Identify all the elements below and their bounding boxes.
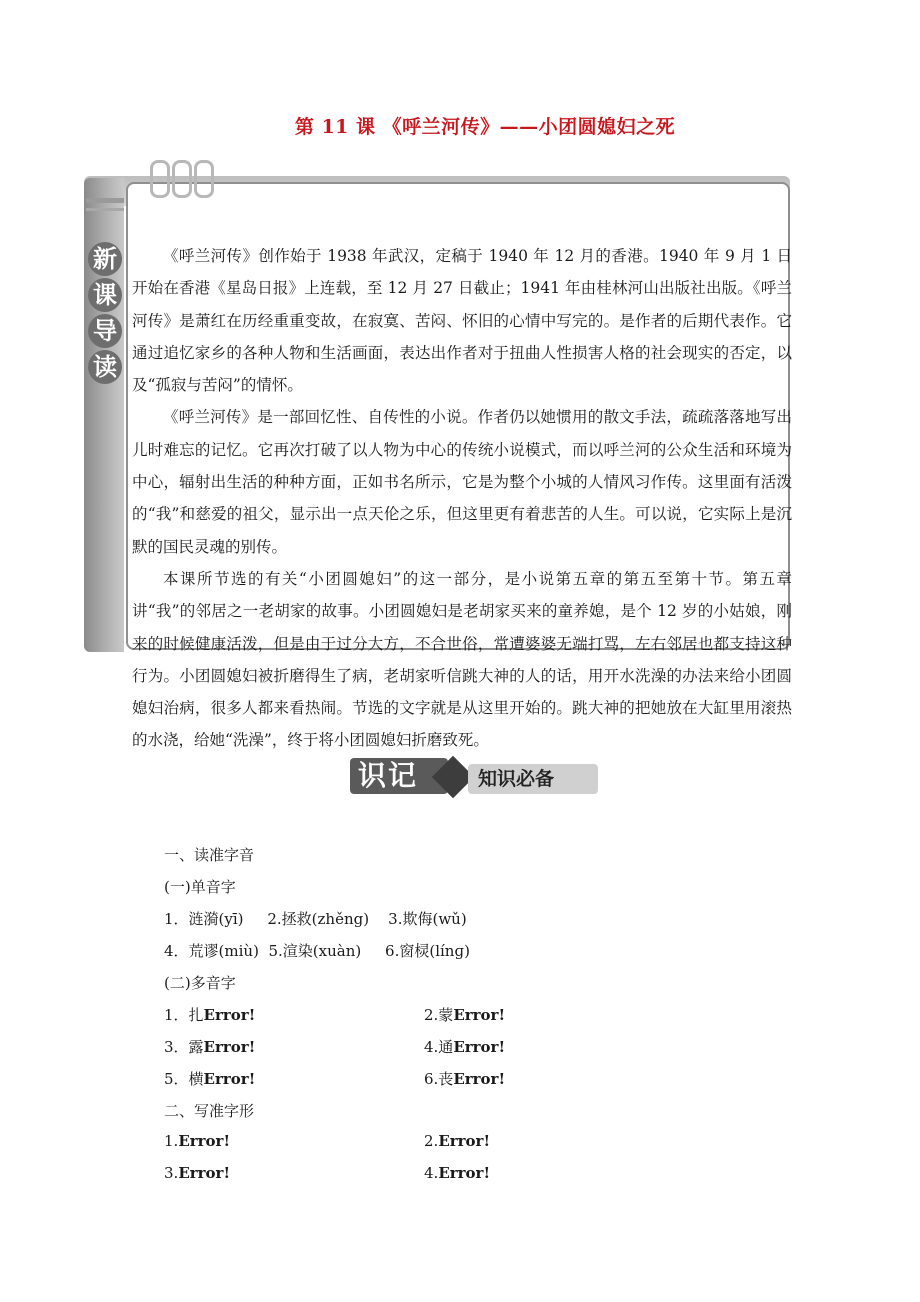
binder-rings-icon — [150, 156, 220, 200]
item-label: 2.蒙 — [424, 1006, 454, 1024]
list-item — [164, 1068, 764, 1090]
section-heading: 一、读准字音 — [164, 846, 255, 864]
item-label: 2. — [424, 1132, 439, 1150]
item-value: Error! — [203, 1006, 256, 1024]
list-item — [164, 1036, 764, 1058]
list-item — [164, 1004, 764, 1026]
lesson-title: 第 11 课 《呼兰河传》——小团圆媳妇之死 — [294, 116, 676, 138]
pinyin-line: 1．涟漪(yī) 2.拯救(zhěng) 3.欺侮(wǔ) — [164, 910, 467, 928]
section-banner — [350, 754, 598, 800]
side-label-char: 课 — [88, 278, 122, 312]
item-value: Error! — [453, 1006, 506, 1024]
item-label: 1. — [164, 1132, 179, 1150]
item-label: 6.丧 — [424, 1070, 454, 1088]
side-label-char: 新 — [88, 242, 122, 276]
side-label-char: 导 — [88, 314, 122, 348]
banner-right — [468, 764, 598, 794]
subheading: (二)多音字 — [164, 974, 236, 992]
item-value: Error! — [453, 1038, 506, 1056]
intro-paragraph: 本课所节选的有关“小团圆媳妇”的这一部分，是小说第五章的第五至第十节。第五章讲“我”的邻居之一老胡家的故事。小团圆媳妇是老胡家买来的童养媳，是个 12 岁的小姑娘，刚来的时候健康活泼，但是由于过分大方，不合世俗，常遭婆婆无端打骂，左右邻居也都支持这种行为。小团圆媳妇被折磨得生了病，老胡家听信跳大神的人的话，用开水洗澡的办法来给小团圆媳妇治病，很多人都来看热闹。节选的文字就是从这里开始的。跳大神的把她放在大缸里用滚热的水浇，给她“洗澡”，终于将小团圆媳妇折磨致死。 — [132, 569, 792, 750]
intro-paragraph: 《呼兰河传》是一部回忆性、自传性的小说。作者仍以她惯用的散文手法，疏疏落落地写出儿时难忘的记忆。它再次打破了以人物为中心的传统小说模式，而以呼兰河的公众生活和环境为中心，辐射出生活的种种方面，正如书名所示，它是为整个小城的人情风习作传。这里面有活泼的“我”和慈爱的祖父，显示出一点天伦之乐，但这里更有着悲苦的人生。可以说，它实际上是沉默的国民灵魂的别传。 — [132, 408, 792, 556]
item-label: 3. — [164, 1164, 179, 1182]
item-value: Error! — [453, 1070, 506, 1088]
item-value: Error! — [178, 1164, 231, 1182]
intro-text — [132, 240, 792, 757]
section-heading: 二、写准字形 — [164, 1102, 255, 1120]
item-value: Error! — [178, 1132, 231, 1150]
banner-left-text: 识记 — [358, 759, 419, 792]
list-item — [164, 1164, 764, 1186]
item-label: 3．露 — [164, 1038, 204, 1056]
subheading: (一)单音字 — [164, 878, 236, 896]
pinyin-line: 4．荒谬(miù) 5.渲染(xuàn) 6.窗棂(línɡ) — [164, 942, 470, 960]
decor-bar — [86, 208, 124, 211]
item-label: 4.通 — [424, 1038, 454, 1056]
item-value: Error! — [438, 1132, 491, 1150]
side-label — [88, 242, 122, 386]
decor-bar — [86, 198, 124, 203]
item-value: Error! — [203, 1038, 256, 1056]
intro-paragraph: 《呼兰河传》创作始于 1938 年武汉，定稿于 1940 年 12 月的香港。1940 年 9 月 1 日开始在香港《星岛日报》上连载，至 12 月 27 日截止；1941 年由桂林河山出版社出版。《呼兰河传》是萧红在历经重重变故，在寂寞、苦闷、怀旧的心情中写完的。是作者的后期代表作。它通过追忆家乡的各种人物和生活画面，表达出作者对于扭曲人性损害人格的社会现实的否定，以及“孤寂与苦闷”的情怀。 — [132, 247, 792, 395]
item-label: 4. — [424, 1164, 439, 1182]
item-label: 1．扎 — [164, 1006, 204, 1024]
item-label: 5．横 — [164, 1070, 204, 1088]
banner-right-text: 知识必备 — [478, 768, 555, 790]
list-item — [164, 1132, 764, 1154]
item-value: Error! — [203, 1070, 256, 1088]
side-label-char: 读 — [88, 350, 122, 384]
item-value: Error! — [438, 1164, 491, 1182]
